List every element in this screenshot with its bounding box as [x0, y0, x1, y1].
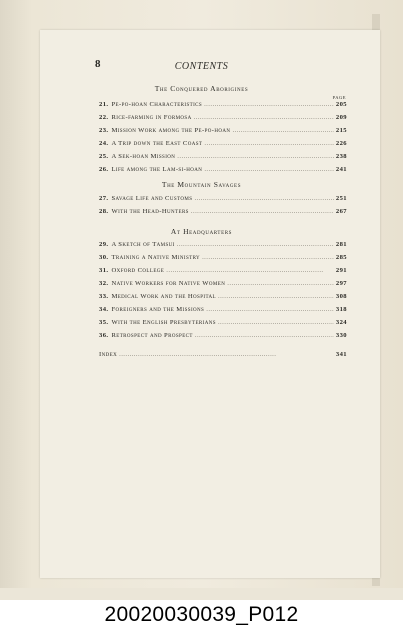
dot-leader — [232, 127, 333, 134]
dot-leader — [206, 306, 334, 313]
chapter-page: 318 — [335, 306, 347, 313]
page-number: 8 — [95, 58, 101, 70]
dot-leader — [177, 241, 334, 248]
chapter-number: 26. — [99, 166, 109, 173]
chapter-title: Pe-po-hoan Characteristics — [111, 101, 203, 108]
chapter-title: Oxford College — [111, 267, 165, 274]
chapter-page: 241 — [335, 166, 347, 173]
dot-leader — [202, 254, 334, 261]
chapter-page: 281 — [335, 241, 347, 248]
chapter-number: 31. — [99, 267, 109, 274]
section-title: The Conquered Aborigines — [154, 84, 249, 93]
page-column-label: PAGE — [332, 95, 346, 100]
chapter-number: 34. — [99, 306, 109, 313]
chapter-title: Rice-farming in Formosa — [111, 114, 192, 121]
chapter-number: 24. — [99, 140, 109, 147]
chapter-page: 226 — [335, 140, 347, 147]
section-title: At Headquarters — [170, 227, 233, 236]
chapter-title: Savage Life and Customs — [111, 195, 193, 202]
chapter-page: 297 — [335, 280, 347, 287]
toc-entry — [99, 195, 347, 205]
toc-entry — [99, 280, 347, 290]
chapter-number: 21. — [99, 101, 109, 108]
chapter-number: 22. — [99, 114, 109, 121]
toc-entry — [99, 127, 347, 137]
chapter-title: A Trip down the East Coast — [111, 140, 203, 147]
chapter-number: 33. — [99, 293, 109, 300]
dot-leader — [204, 140, 334, 147]
chapter-page: 215 — [335, 127, 347, 134]
chapter-page: 205 — [335, 101, 347, 108]
chapter-number: 36. — [99, 332, 109, 339]
chapter-title: Retrospect and Prospect — [111, 332, 193, 339]
toc-entry — [99, 140, 347, 150]
image-caption: 20020030039_P012 — [104, 603, 299, 626]
chapter-page: 209 — [335, 114, 347, 121]
chapter-title: Medical Work and the Hospital — [111, 293, 216, 300]
index-page: 341 — [335, 351, 347, 358]
running-head: CONTENTS — [174, 61, 229, 72]
toc-entry — [99, 153, 347, 163]
toc-entry — [99, 319, 347, 329]
chapter-page: 267 — [335, 208, 347, 215]
dot-leader — [227, 280, 334, 287]
dot-leader — [204, 166, 334, 173]
chapter-page: 291 — [335, 267, 347, 274]
chapter-number: 28. — [99, 208, 109, 215]
chapter-title: Native Workers for Native Women — [111, 280, 226, 287]
dot-leader — [194, 195, 333, 202]
dot-leader — [194, 114, 334, 121]
dot-leader — [204, 101, 334, 108]
toc-entry — [99, 114, 347, 124]
chapter-number: 30. — [99, 254, 109, 261]
chapter-number: 32. — [99, 280, 109, 287]
chapter-title: Life among the Lam-si-hoan — [111, 166, 203, 173]
chapter-number: 23. — [99, 127, 109, 134]
chapter-title: With the Head-Hunters — [111, 208, 189, 215]
dot-leader — [195, 332, 334, 339]
book-page — [40, 30, 380, 578]
toc-entry — [99, 332, 347, 342]
chapter-page: 308 — [335, 293, 347, 300]
toc-index-entry — [99, 351, 347, 361]
toc-entry — [99, 166, 347, 176]
toc-entry — [99, 101, 347, 111]
toc-entry — [99, 293, 347, 303]
dot-leader — [177, 153, 334, 160]
dot-leader — [166, 267, 334, 274]
chapter-number: 35. — [99, 319, 109, 326]
chapter-title: A Sek-hoan Mission — [111, 153, 176, 160]
index-title: Index — [99, 351, 118, 358]
chapter-title: Training a Native Ministry — [111, 254, 201, 261]
chapter-number: 25. — [99, 153, 109, 160]
chapter-page: 324 — [335, 319, 347, 326]
chapter-page: 238 — [335, 153, 347, 160]
toc-entry — [99, 254, 347, 264]
chapter-number: 29. — [99, 241, 109, 248]
chapter-title: A Sketch of Tamsui — [111, 241, 175, 248]
page-edge-bottom — [0, 588, 403, 600]
chapter-number: 27. — [99, 195, 109, 202]
chapter-page: 251 — [335, 195, 347, 202]
toc-entry — [99, 306, 347, 316]
dot-leader — [191, 208, 334, 215]
chapter-page: 330 — [335, 332, 347, 339]
dot-leader — [218, 293, 334, 300]
chapter-title: With the English Presbyterians — [111, 319, 216, 326]
chapter-title: Mission Work among the Pe-po-hoan — [111, 127, 231, 134]
chapter-title: Foreigners and the Missions — [111, 306, 205, 313]
dot-leader — [218, 319, 334, 326]
toc-entry — [99, 208, 347, 218]
dot-leader — [119, 351, 334, 358]
chapter-page: 285 — [335, 254, 347, 261]
section-title: The Mountain Savages — [161, 180, 242, 189]
toc-entry — [99, 241, 347, 251]
toc-entry — [99, 267, 347, 277]
